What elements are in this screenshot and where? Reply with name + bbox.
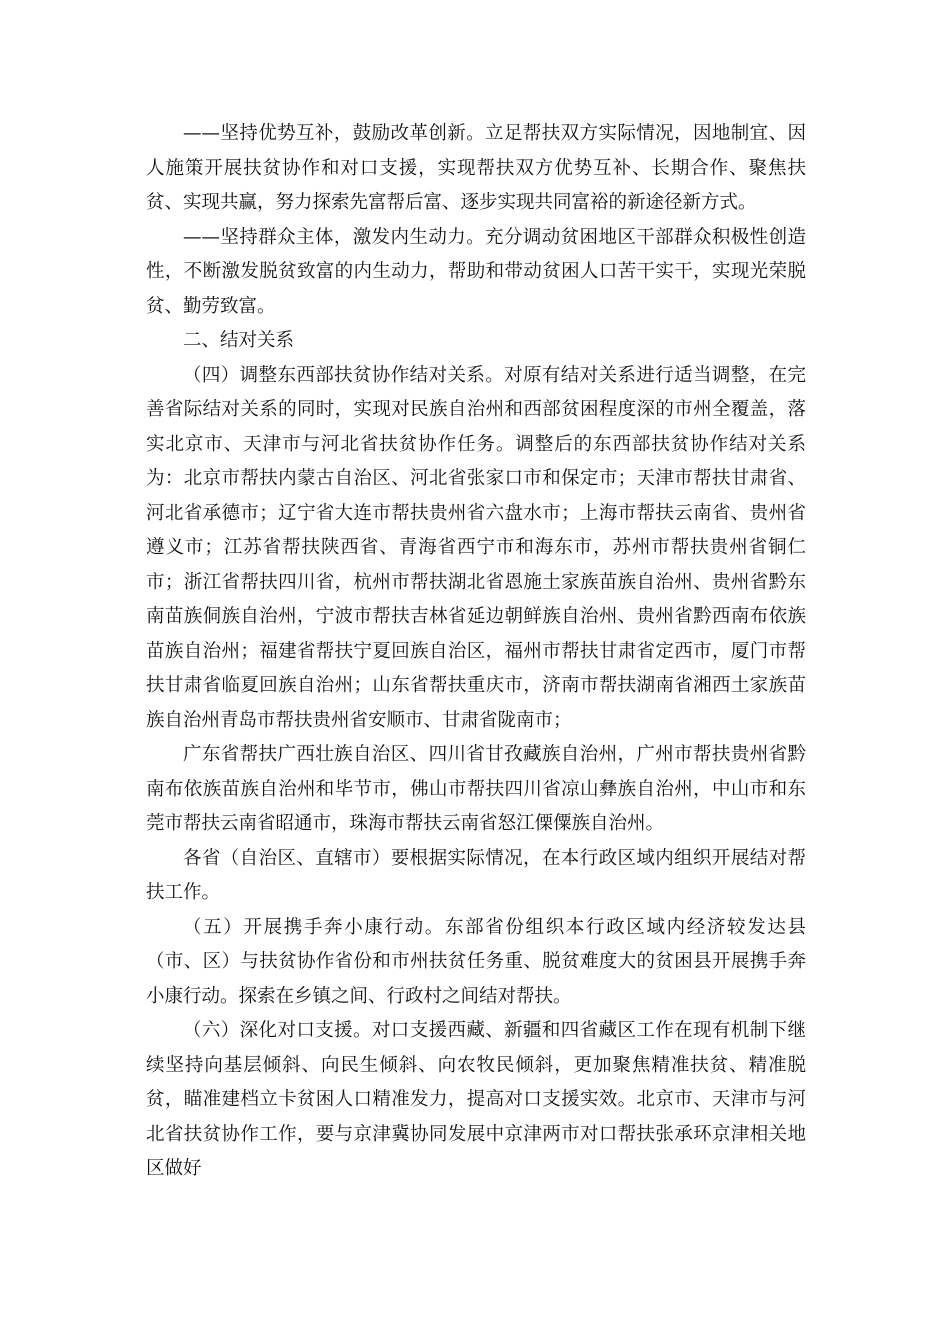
paragraph-item-5: （五）开展携手奔小康行动。东部省份组织本行政区域内经济较发达县（市、区）与扶贫协作省份和市州扶贫任务重、脱贫难度大的贫困县开展携手奔小康行动。探索在乡镇之间、行政村之间结对帮扶。 (146, 916, 806, 1007)
document-body (146, 117, 806, 1187)
paragraph-item-6: （六）深化对口支援。对口支援西藏、新疆和四省藏区工作在现有机制下继续坚持向基层倾斜、向民生倾斜、向农牧民倾斜，更加聚焦精准扶贫、精准脱贫，瞄准建档立卡贫困人口精准发力，提高对口支援实效。北京市、天津市与河北省扶贫协作工作，要与京津冀协同发展中京津两市对口帮扶张承环京津相关地区做好 (146, 1020, 806, 1179)
paragraph-principle-masses: ——坚持群众主体，激发内生动力。充分调动贫困地区干部群众积极性创造性，不断激发脱贫致富的内生动力，帮助和带动贫困人口苦干实干，实现光荣脱贫、勤劳致富。 (146, 226, 806, 317)
paragraph-principle-complementary: ——坚持优势互补，鼓励改革创新。立足帮扶双方实际情况，因地制宜、因人施策开展扶贫协作和对口支援，实现帮扶双方优势互补、长期合作、聚焦扶贫、实现共赢，努力探索先富帮后富、逐步实现共同富裕的新途径新方式。 (146, 123, 806, 213)
section-heading-pairing: 二、结对关系 (183, 330, 295, 351)
paragraph-item-4: （四）调整东西部扶贫协作结对关系。对原有结对关系进行适当调整，在完善省际结对关系的同时，实现对民族自治州和西部贫困程度深的市州全覆盖，落实北京市、天津市与河北省扶贫协作任务。调整后的东西部扶贫协作结对关系为：北京市帮扶内蒙古自治区、河北省张家口市和保定市；天津市帮扶甘肃省、河北省承德市；辽宁省大连市帮扶贵州省六盘水市；上海市帮扶云南省、贵州省遵义市；江苏省帮扶陕西省、青海省西宁市和海东市，苏州市帮扶贵州省铜仁市；浙江省帮扶四川省，杭州市帮扶湖北省恩施土家族苗族自治州、贵州省黔东南苗族侗族自治州，宁波市帮扶吉林省延边朝鲜族自治州、贵州省黔西南布依族苗族自治州；福建省帮扶宁夏回族自治区，福州市帮扶甘肃省定西市，厦门市帮扶甘肃省临夏回族自治州；山东省帮扶重庆市，济南市帮扶湖南省湘西土家族苗族自治州青岛市帮扶贵州省安顺市、甘肃省陇南市； (146, 364, 806, 731)
paragraph-guangdong: 广东省帮扶广西壮族自治区、四川省甘孜藏族自治州，广州市帮扶贵州省黔南布依族苗族自治州和毕节市，佛山市帮扶四川省凉山彝族自治州，中山市和东莞市帮扶云南省昭通市，珠海市帮扶云南省怒江傈僳族自治州。 (146, 744, 806, 834)
paragraph-provinces: 各省（自治区、直辖市）要根据实际情况，在本行政区域内组织开展结对帮扶工作。 (146, 847, 806, 903)
